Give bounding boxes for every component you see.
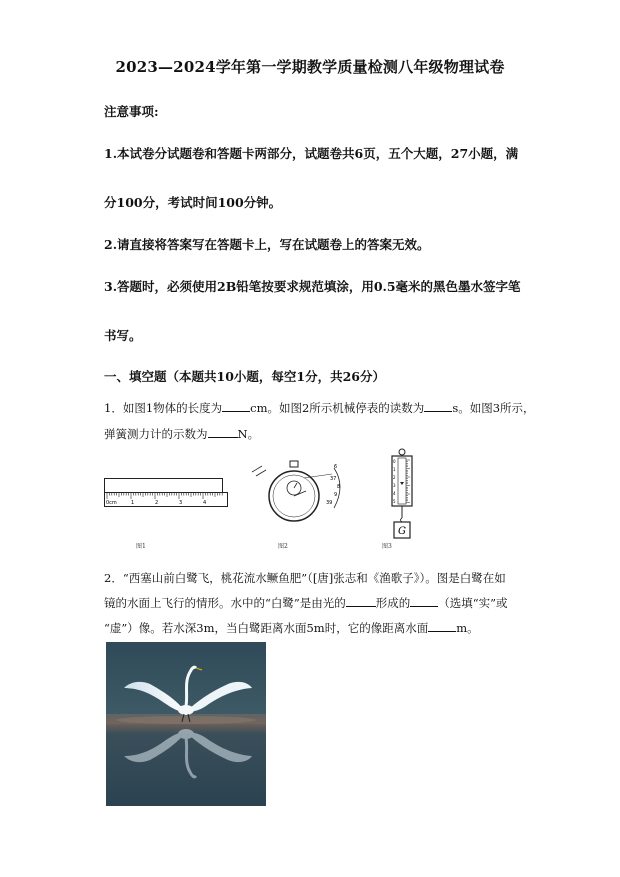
q1-text-5: N。 — [237, 427, 260, 441]
stopwatch-label: 37 — [330, 476, 337, 482]
question-2-line-3 — [104, 620, 479, 636]
q1-text-1: 1．如图1物体的长度为 — [104, 401, 223, 415]
notice-item-1-line-2: 分100分，考试时间100分钟。 — [104, 195, 282, 210]
figure-3-caption: 图3 — [382, 543, 392, 550]
ruler-body — [105, 493, 228, 507]
q1-text-3: s。如图3所示， — [452, 401, 535, 415]
figure-2-caption: 图2 — [278, 543, 288, 550]
q2-text-e: m。 — [456, 621, 479, 635]
q2-text-a: 镜的水面上飞行的情形。水中的“白鹭”是由光的 — [104, 596, 346, 610]
scale-number: 4 — [393, 491, 396, 496]
q1-blank-1 — [222, 400, 250, 412]
notice-item-1-line-1: 1.本试卷分试题卷和答题卡两部分，试题卷共6页，五个大题，27小题，满 — [104, 146, 519, 161]
scale-number: 1 — [393, 467, 396, 472]
question-1-line-1 — [104, 400, 535, 416]
pointer-arrow-icon — [252, 466, 266, 476]
egret-photo — [106, 642, 266, 806]
notice-item-2: 2.请直接将答案写在答题卡上，写在试题卷上的答案无效。 — [104, 237, 430, 252]
figure-2-stopwatch — [246, 458, 356, 524]
page-title: 2023—2024学年第一学期教学质量检测八年级物理试卷 — [115, 58, 505, 76]
ruler-tick-label: 1 — [131, 500, 135, 506]
notice-heading: 注意事项: — [104, 104, 159, 119]
stopwatch-label: 39 — [326, 500, 333, 506]
q2-text-c: （选填“实”或 — [438, 596, 508, 610]
q1-blank-3 — [208, 426, 238, 438]
ruler-tick-label: 4 — [203, 500, 207, 506]
question-1-line-2 — [104, 426, 259, 442]
q1-blank-2 — [424, 400, 452, 412]
q1-text-2: cm。如图2所示机械停表的读数为 — [250, 401, 425, 415]
ruler-tick-label: 2 — [155, 500, 159, 506]
scale-number: 2 — [393, 475, 396, 480]
measured-object — [105, 479, 223, 493]
scale-number: 3 — [393, 483, 396, 488]
notice-item-3-line-1: 3.答题时，必须使用2B铅笔按要求规范填涂，用0.5毫米的黑色墨水签字笔 — [104, 279, 521, 294]
scale-hook-ring — [399, 449, 405, 455]
weight-label: G — [398, 526, 406, 537]
figure-3-spring-scale — [388, 448, 418, 540]
stopwatch-label: 8 — [337, 484, 341, 490]
question-2-line-1: 2．“西塞山前白鹭飞，桃花流水鳜鱼肥”（[唐]张志和《渔歌子》）。图是白鹭在如 — [104, 571, 506, 585]
stopwatch-label: 9 — [334, 492, 338, 498]
scale-number: 5 — [393, 499, 396, 504]
ruler-unit-label: 0cm — [106, 500, 117, 506]
question-2-line-2 — [104, 595, 508, 611]
section-1-heading: 一、填空题（本题共10小题，每空1分，共26分） — [104, 369, 385, 384]
ruler-tick-label: 3 — [179, 500, 183, 506]
scale-number: 0 — [393, 459, 396, 464]
notice-item-3-line-2: 书写。 — [104, 328, 142, 343]
figure-1-ruler — [104, 478, 228, 512]
q2-blank-2 — [410, 595, 438, 607]
q2-blank-3 — [428, 620, 456, 632]
q2-blank-1 — [346, 595, 376, 607]
stopwatch-label: 6 — [334, 464, 338, 470]
figure-1-caption: 图1 — [136, 543, 146, 550]
q2-text-d: “虚”）像。若水深3m，当白鹭距离水面5m时，它的像距离水面 — [104, 621, 429, 635]
stopwatch-crown — [290, 461, 298, 467]
q2-text-b: 形成的 — [375, 596, 411, 610]
q1-text-4: 弹簧测力计的示数为 — [104, 427, 208, 441]
